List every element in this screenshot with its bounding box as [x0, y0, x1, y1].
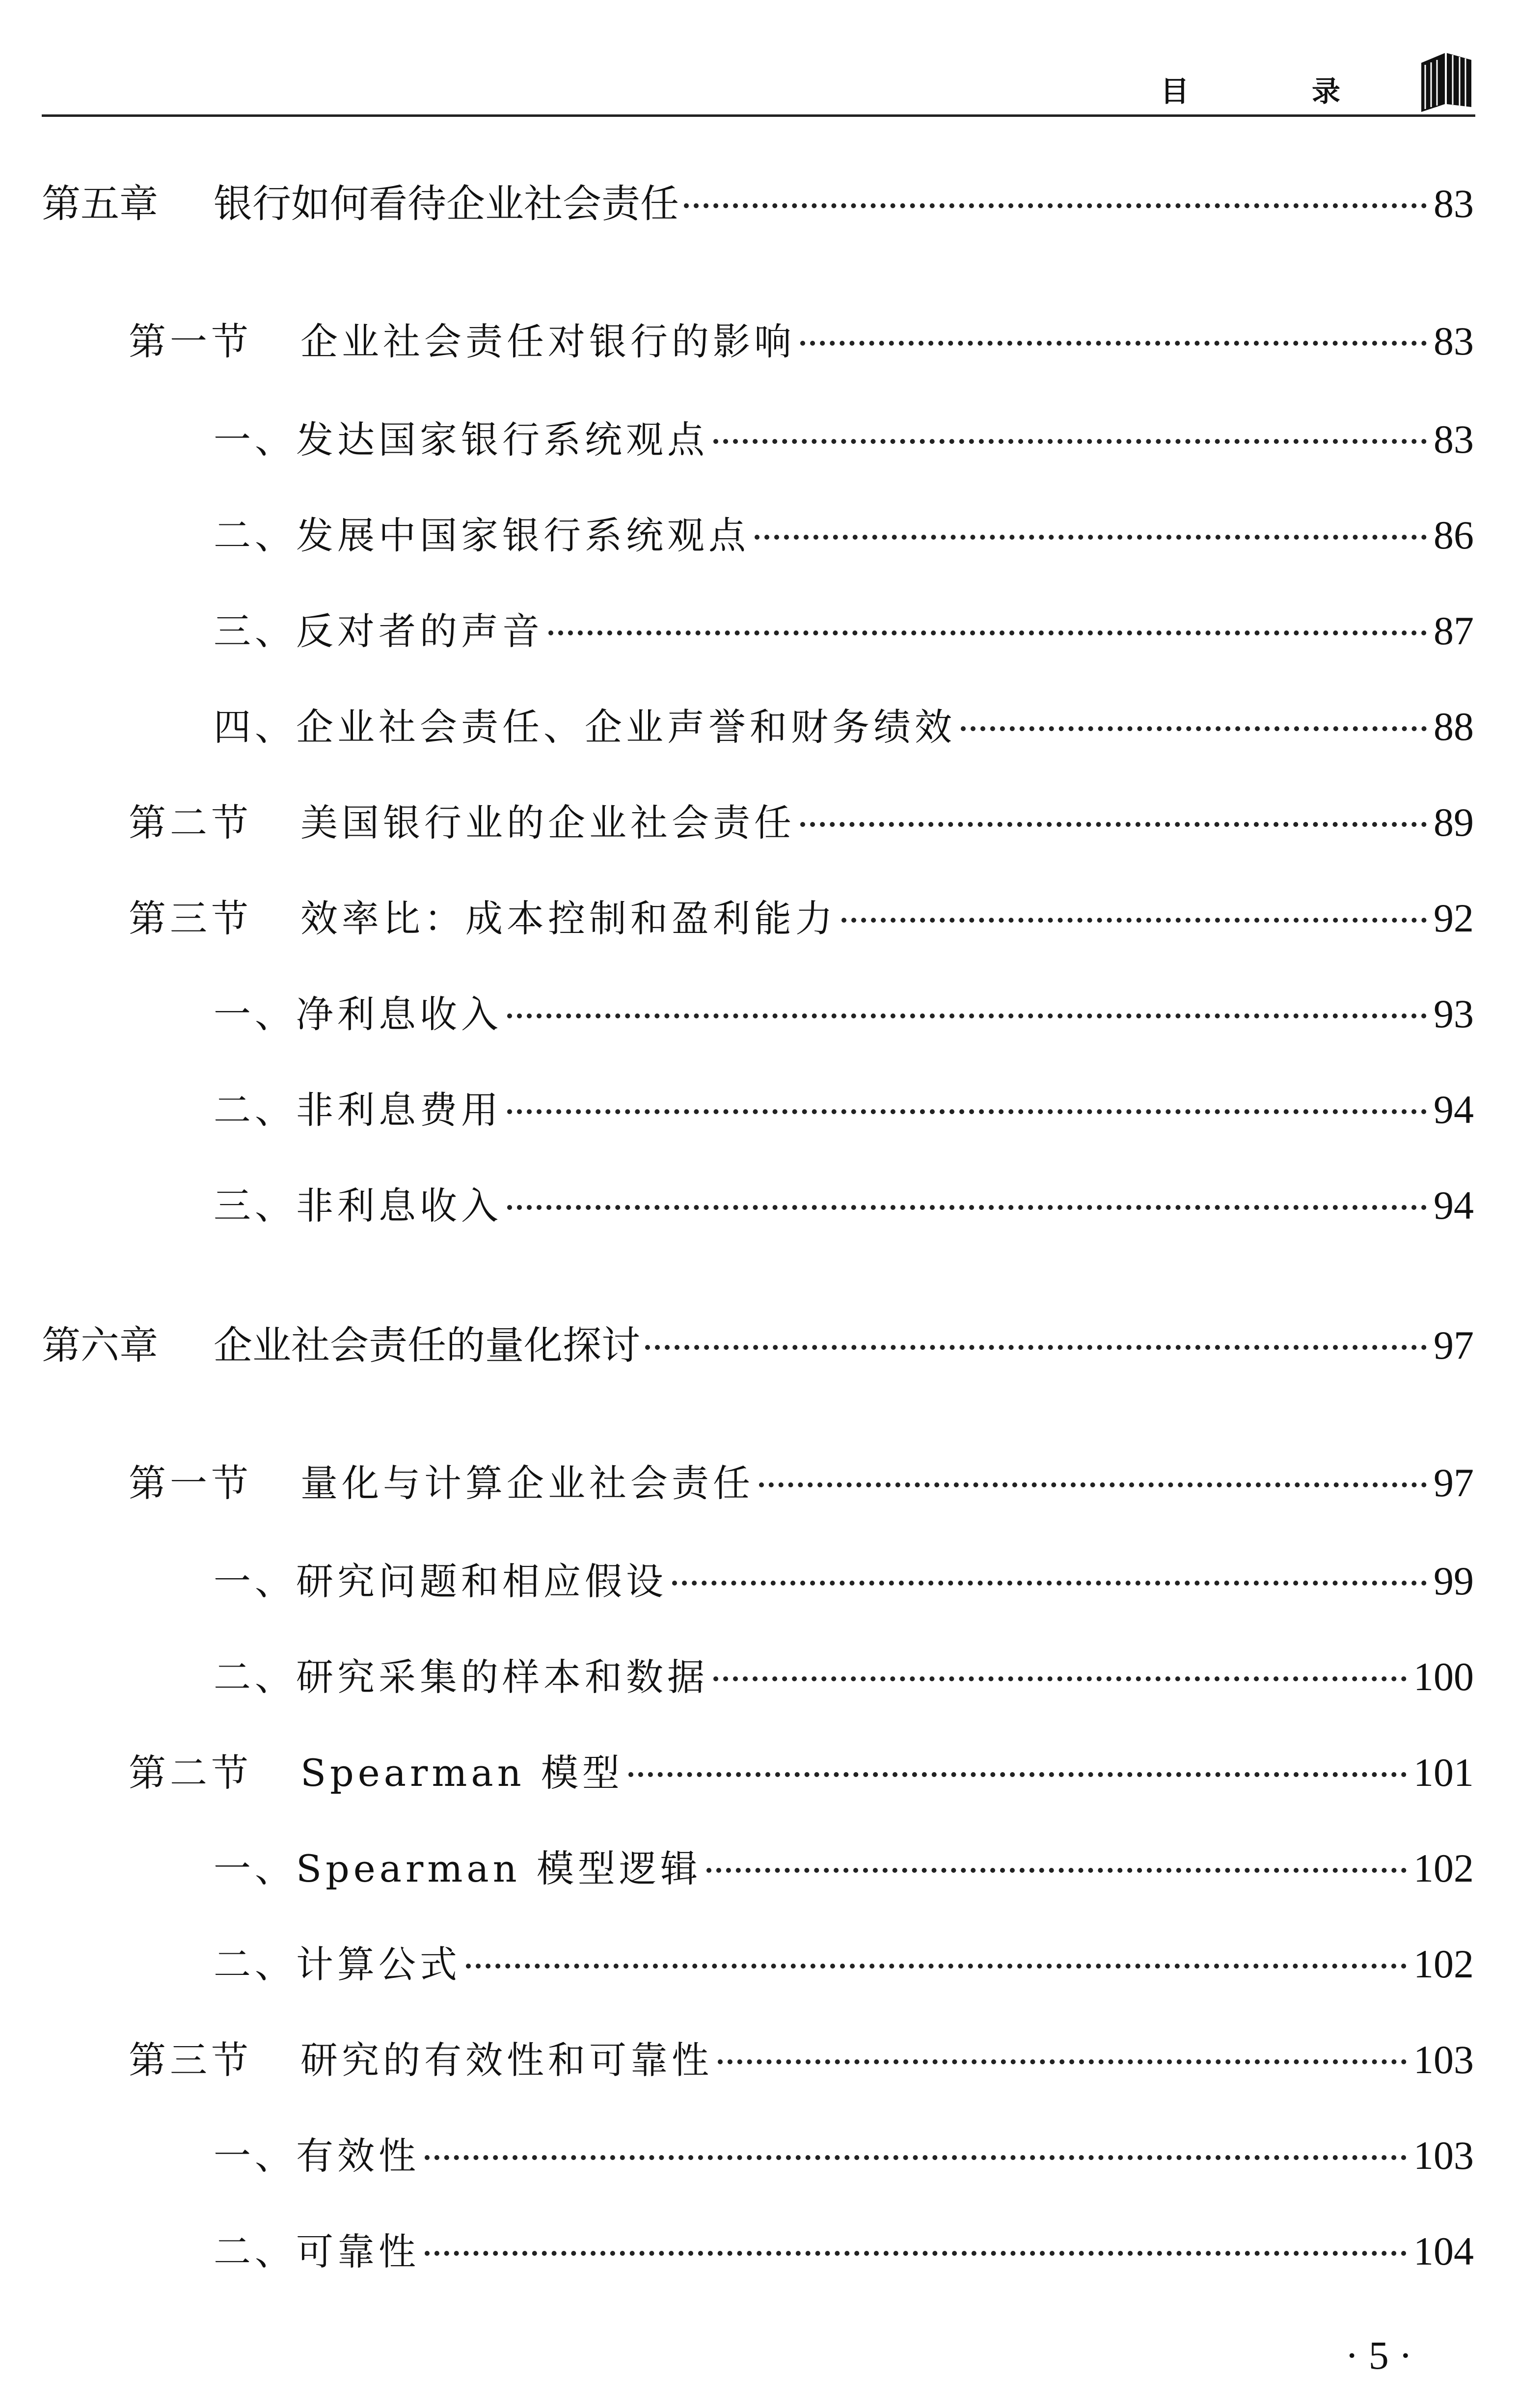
toc-entry-page: 83 [1434, 181, 1474, 226]
toc-entry-label [214, 1648, 708, 1707]
toc-entry-label [129, 2031, 713, 2090]
header-title: 目 录 [1160, 75, 1397, 108]
toc-entry-number: 第一节 [129, 320, 252, 363]
toc-entry-page: 94 [1434, 1183, 1474, 1228]
toc-entry-title: 三、反对者的声音 [214, 609, 543, 653]
dot-leader [759, 1482, 1427, 1487]
toc-entry-label [214, 1935, 461, 1994]
toc-entry-number: 第六章 [42, 1323, 158, 1368]
toc-entry-title: 三、非利息收入 [214, 1184, 502, 1228]
toc-entry-title: 一、净利息收入 [214, 992, 502, 1036]
toc-entry-item [214, 697, 1474, 756]
toc-entry-item [214, 602, 1474, 660]
toc-entry-page: 100 [1413, 1654, 1474, 1699]
toc-entry-page: 97 [1434, 1323, 1474, 1368]
toc-entry-page: 86 [1434, 513, 1474, 557]
dot-leader [628, 1772, 1407, 1777]
toc-entry-label [129, 1744, 623, 1803]
toc-entry-title: 二、非利息费用 [214, 1088, 502, 1132]
toc-entry-page: 83 [1434, 417, 1474, 462]
toc-entry-section [129, 312, 1474, 371]
toc-entry-chapter [42, 174, 1474, 233]
toc-entry-label [129, 794, 795, 852]
dot-leader [645, 1345, 1427, 1350]
toc-entry-section [129, 1743, 1474, 1802]
toc-entry-title: 二、发展中国家银行系统观点 [214, 514, 750, 557]
toc-entry-label [129, 889, 837, 948]
toc-entry-title: 二、计算公式 [214, 1943, 461, 1986]
toc-entry-section [129, 793, 1474, 852]
toc-entry-page: 93 [1434, 991, 1474, 1036]
dot-leader [466, 1964, 1407, 1969]
toc-entry-page: 102 [1413, 1846, 1474, 1890]
toc-entry-item [214, 985, 1474, 1043]
toc-entry-label [214, 506, 750, 565]
toc-entry-page: 101 [1413, 1750, 1474, 1795]
toc-entry-title: 企业社会责任对银行的影响 [300, 320, 795, 363]
toc-entry-label [214, 1839, 702, 1898]
dot-leader [718, 2059, 1407, 2064]
toc-entry-item [214, 1647, 1474, 1706]
dot-leader [548, 630, 1427, 635]
dot-leader [706, 1868, 1407, 1873]
dot-leader [800, 341, 1427, 346]
toc-entry-title: 美国银行业的企业社会责任 [300, 801, 795, 845]
toc-entry-page: 103 [1413, 2133, 1474, 2178]
toc-entry-title: 四、企业社会责任、企业声誉和财务绩效 [214, 705, 956, 749]
toc-entry-title: 二、可靠性 [214, 2230, 420, 2273]
toc-entry-number: 第三节 [129, 2038, 252, 2082]
toc-entry-label [214, 2127, 420, 2186]
dot-leader [961, 726, 1427, 731]
toc-entry-label [214, 698, 956, 757]
dot-leader [507, 1205, 1427, 1210]
toc-entry-number: 第五章 [42, 181, 158, 226]
toc-entry-page: 88 [1434, 704, 1474, 749]
dot-leader [425, 2251, 1407, 2256]
toc-entry-page: 104 [1413, 2229, 1474, 2273]
page-number: · 5 · [1345, 2333, 1412, 2378]
toc-entry-page: 97 [1434, 1460, 1474, 1505]
toc-entry-label [129, 1454, 754, 1513]
toc-entry-title: 银行如何看待企业社会责任 [214, 181, 679, 226]
toc-entry-label [214, 2222, 420, 2281]
toc-entry-title: 一、有效性 [214, 2134, 420, 2178]
toc-entry-label [214, 602, 543, 661]
toc-entry-label [214, 1081, 502, 1140]
dot-leader [713, 1676, 1407, 1681]
toc-entry-number: 第三节 [129, 897, 252, 940]
dot-leader [507, 1013, 1427, 1018]
dot-leader [755, 535, 1427, 540]
toc-entry-page: 87 [1434, 608, 1474, 653]
toc-entry-item [214, 1176, 1474, 1235]
toc-entry-label [214, 985, 502, 1044]
toc-entry-title: 效率比：成本控制和盈利能力 [300, 897, 837, 940]
toc-entry-label [214, 410, 708, 469]
toc-entry-item [214, 1839, 1474, 1898]
toc-entry-title: 研究的有效性和可靠性 [300, 2038, 713, 2082]
dot-leader [425, 2155, 1407, 2160]
dot-leader [800, 822, 1427, 827]
toc-entry-label [42, 1316, 640, 1375]
toc-entry-number: 第一节 [129, 1461, 252, 1505]
toc-entry-item [214, 410, 1474, 469]
toc-entry-title: 一、Spearman 模型逻辑 [214, 1847, 702, 1890]
toc-entry-title: 二、研究采集的样本和数据 [214, 1655, 708, 1699]
dot-leader [841, 918, 1427, 923]
toc-entry-title: 量化与计算企业社会责任 [300, 1461, 754, 1505]
toc-entry-page: 99 [1434, 1559, 1474, 1603]
dot-leader [684, 203, 1427, 208]
toc-entry-item [214, 1080, 1474, 1139]
toc-entry-page: 89 [1434, 800, 1474, 845]
toc-entry-label [42, 174, 679, 233]
toc-entry-page: 83 [1434, 319, 1474, 363]
toc-entry-label [129, 312, 795, 371]
toc-entry-title: 一、发达国家银行系统观点 [214, 418, 708, 462]
dot-leader [507, 1109, 1427, 1114]
toc-entry-title: 一、研究问题和相应假设 [214, 1560, 667, 1603]
toc-entry-section [129, 2030, 1474, 2089]
toc-entry-item [214, 1935, 1474, 1994]
toc-entry-title: Spearman 模型 [300, 1751, 623, 1795]
toc-entry-page: 102 [1413, 1942, 1474, 1986]
toc-entry-label [214, 1177, 502, 1235]
toc-entry-page: 92 [1434, 896, 1474, 940]
toc-entry-section [129, 1453, 1474, 1512]
dot-leader [713, 439, 1427, 444]
toc-entry-item [214, 506, 1474, 565]
toc-entry-page: 103 [1413, 2037, 1474, 2082]
toc-entry-number: 第二节 [129, 1751, 252, 1795]
toc-entry-section [129, 889, 1474, 948]
toc-entry-page: 94 [1434, 1087, 1474, 1132]
toc-entry-number: 第二节 [129, 801, 252, 845]
toc-entry-chapter [42, 1316, 1474, 1375]
toc-entry-item [214, 2222, 1474, 2281]
toc-entry-title: 企业社会责任的量化探讨 [214, 1323, 640, 1368]
toc-entry-label [214, 1552, 667, 1611]
toc-entry-item [214, 1552, 1474, 1611]
dot-leader [672, 1581, 1427, 1586]
toc-entry-item [214, 2126, 1474, 2185]
